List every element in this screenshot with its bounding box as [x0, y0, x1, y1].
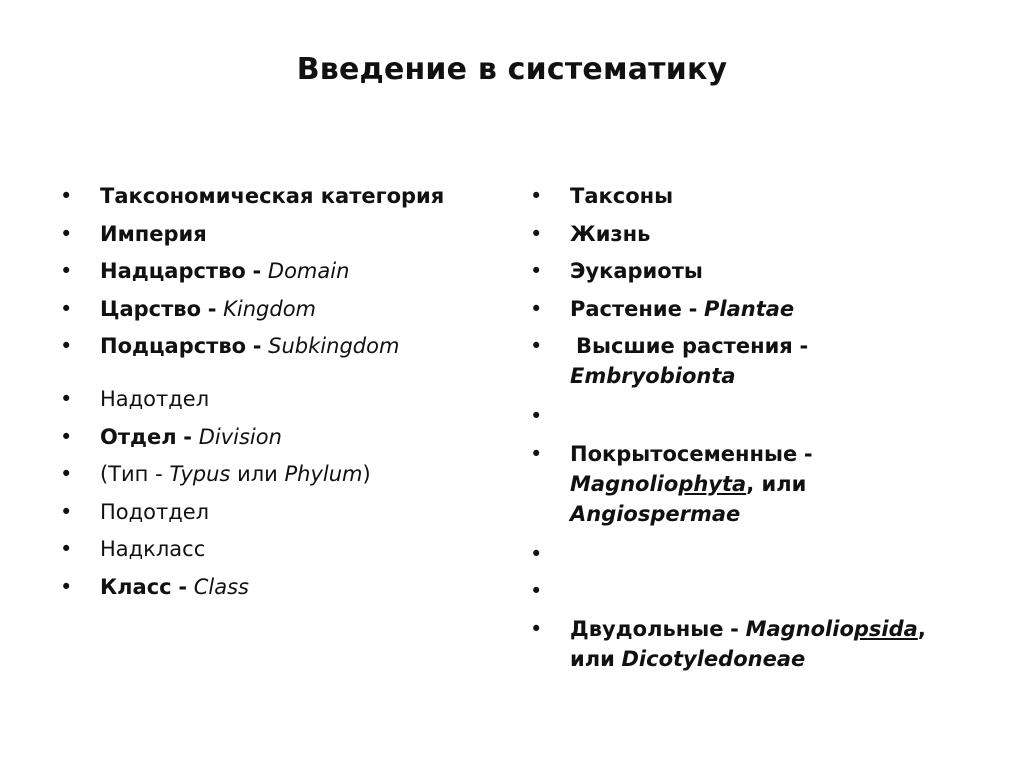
list-item-type [60, 459, 500, 489]
dash: - [183, 424, 193, 449]
empire-text: Империя [100, 221, 207, 246]
right-column-list [530, 181, 1000, 681]
dash: - [252, 334, 262, 358]
superkingdom-latin: Domain [267, 259, 350, 283]
magnoliophyta-root: Magnolio [570, 471, 679, 496]
list-item-kingdom [60, 294, 500, 324]
class-latin: Class [193, 574, 249, 599]
kingdom-text: Царство [100, 296, 202, 321]
type-close-paren: ) [362, 462, 371, 486]
or-word: или [237, 462, 278, 486]
life-text: Жизнь [570, 221, 651, 246]
subdivision-text: Подотдел [100, 499, 210, 524]
subkingdom-text: Подцарство [100, 334, 247, 358]
dash: - [252, 259, 262, 283]
subkingdom-latin: Subkingdom [268, 334, 400, 358]
class-text: Класс [100, 574, 172, 599]
list-item-class [60, 572, 500, 602]
list-item-subkingdom [60, 331, 500, 361]
list-item-subdivision [60, 497, 500, 527]
list-item-life [530, 219, 1000, 249]
superclass-text: Надкласс [100, 537, 206, 561]
list-item-superkingdom [60, 256, 500, 286]
left-column-list [60, 181, 500, 609]
list-item-dicots [530, 614, 1000, 674]
dash: - [803, 441, 813, 466]
list-item-angiosperms [530, 439, 1000, 529]
list-item-eukaryotes [530, 256, 1000, 286]
list-item-plant [530, 294, 1000, 324]
dash: - [178, 574, 188, 599]
magnoliopsida-root: Magnolio [745, 616, 854, 641]
taxonomic-category-text: Таксономическая категория [100, 184, 445, 208]
division-text: Отдел [100, 424, 177, 449]
higher-plants-latin: Embryobionta [570, 364, 736, 388]
higher-plants-text: Высшие растения [576, 334, 793, 358]
or-comma: , или [746, 471, 807, 496]
list-item-higher-plants [530, 331, 1000, 391]
type-latin: Typus [169, 462, 231, 486]
list-item-superclass [60, 534, 500, 564]
kingdom-latin: Kingdom [223, 296, 317, 321]
plant-text: Растение [570, 296, 682, 321]
phylum-latin: Phylum [284, 462, 363, 486]
dicots-text: Двудольные [570, 616, 724, 641]
angiospermae-latin: Angiospermae [570, 501, 741, 526]
or-comma-2: , [917, 616, 926, 641]
list-item-superdivision [60, 384, 500, 414]
list-item-division [60, 422, 500, 452]
eukaryotes-text: Эукариоты [570, 259, 703, 283]
slide-title: Введение в систематику [296, 52, 728, 87]
plant-latin: Plantae [703, 296, 795, 321]
taxa-text: Таксоны [570, 184, 674, 208]
dash: - [688, 296, 698, 321]
list-item-empire [60, 219, 500, 249]
magnoliopsida-suffix: psida [853, 616, 918, 641]
division-latin: Division [198, 424, 282, 449]
dash: - [730, 616, 739, 641]
superdivision-text: Надотдел [100, 387, 210, 411]
list-item-empty-3 [530, 576, 1000, 606]
dash: - [207, 296, 217, 321]
list-item-taxa [530, 181, 1000, 211]
list-item-taxonomic-category [60, 181, 500, 211]
list-item-empty-1 [530, 401, 1000, 431]
or-word: или [570, 646, 615, 671]
dash: - [799, 334, 809, 358]
superkingdom-text: Надцарство [100, 259, 246, 283]
list-item-empty-2 [530, 539, 1000, 569]
angiosperms-text: Покрытосеменные [570, 441, 798, 466]
magnoliophyta-suffix: phyta [678, 471, 747, 496]
dicotyledoneae-latin: Dicotyledoneae [621, 646, 806, 671]
dash: - [155, 462, 163, 486]
type-open-text: (Тип [100, 462, 149, 486]
